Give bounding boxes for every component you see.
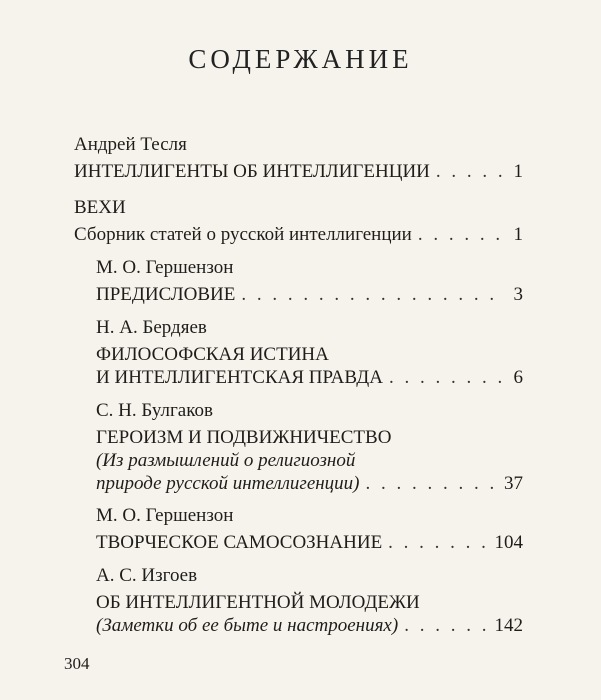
toc-entry [74,256,523,306]
page-number: 304 [64,654,90,673]
toc-title-line [96,283,523,306]
dot-leader [389,366,503,389]
toc-title: ОБ ИНТЕЛЛИГЕНТНОЙ МОЛОДЕЖИ [96,592,420,613]
toc-section-heading: ВЕХИ [74,197,126,218]
dot-leader [436,160,503,183]
toc-title: ТВОРЧЕСКОЕ САМОСОЗНАНИЕ [96,532,383,553]
page-title: СОДЕРЖАНИЕ [188,44,413,74]
toc-entry [74,504,523,554]
dot-leader [241,283,503,306]
toc-page-number: 142 [494,615,523,636]
toc-note: (Из размышлений о религиозной [96,450,356,471]
toc-subtitle: Сборник статей о русской интеллигенции [74,224,412,245]
toc-author: М. О. Гершензон [96,257,234,278]
toc-author: М. О. Гершензон [96,505,234,526]
toc-title: ПРЕДИСЛОВИЕ [96,284,236,305]
toc-author: С. Н. Булгаков [96,400,213,421]
toc-author: Н. А. Бердяев [96,317,207,338]
toc-title-line [74,223,523,246]
toc-page-number: 1 [513,161,523,182]
toc-author: А. С. Изгоев [96,565,198,586]
toc-entry [74,133,523,183]
toc-entry [74,399,523,495]
toc-note-continued: природе русской интеллигенции) [96,473,360,494]
toc-title: ИНТЕЛЛИГЕНТЫ ОБ ИНТЕЛЛИГЕНЦИИ [74,161,430,182]
toc-entry [74,196,523,246]
toc-note: (Заметки об ее быте и настроениях) [96,615,399,636]
toc-page-number: 3 [513,284,523,305]
toc-entry [74,316,523,389]
toc-title-continued: И ИНТЕЛЛИГЕНТСКАЯ ПРАВДА [96,367,383,388]
toc-title-line [96,531,523,554]
toc-title-line [96,366,523,389]
dot-leader [366,472,498,495]
toc-page-number: 6 [513,367,523,388]
toc-title-line [74,160,523,183]
toc-author: Андрей Тесля [74,134,187,155]
toc-title: ГЕРОИЗМ И ПОДВИЖНИЧЕСТВО [96,427,392,448]
toc-page-number: 104 [494,532,523,553]
toc-title: ФИЛОСОФСКАЯ ИСТИНА [96,344,329,365]
dot-leader [388,531,488,554]
dot-leader [404,614,488,637]
toc-title-line [96,472,523,495]
toc-title-line [96,614,523,637]
dot-leader [418,223,503,246]
toc-page-number: 1 [513,224,523,245]
toc-entry [74,564,523,637]
toc-page-number: 37 [504,473,523,494]
